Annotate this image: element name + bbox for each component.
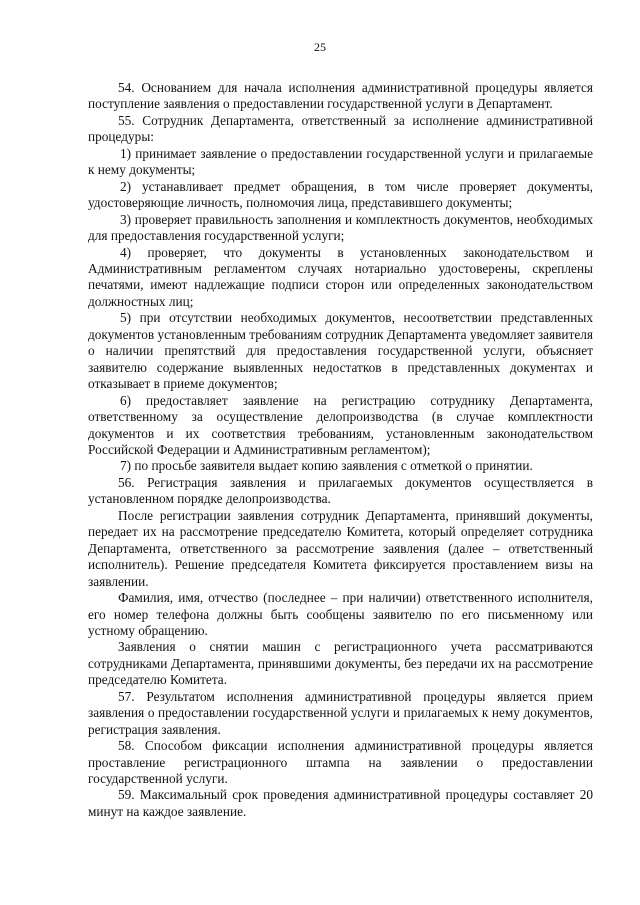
paragraph-59: 59. Максимальный срок проведения административной процедуры составляет 20 минут на каждое заявление.: [88, 787, 593, 819]
list-item-5: 5) при отсутствии необходимых документов, несоответствии представленных документов установленным требованиям сотрудник Департамента уведомляет заявителя о наличии препятствий для предоставления государственной услуги, объясняет заявителю содержание выявленных недостатков в представленных документах и отказывает в приеме документов;: [88, 310, 593, 392]
paragraph-57: 57. Результатом исполнения административной процедуры является прием заявления о предоставлении государственной услуги и прилагаемых к нему документов, регистрация заявления.: [88, 688, 593, 737]
list-item-4: 4) проверяет, что документы в установленных законодательством и Административным регламентом случаях нотариально удостоверены, скреплены печатями, имеют надлежащие подписи сторон или определенных законодательством должностных лиц;: [88, 244, 593, 309]
paragraph-55: 55. Сотрудник Департамента, ответственный за исполнение административной процедуры:: [88, 112, 593, 145]
list-item-7: 7) по просьбе заявителя выдает копию заявления с отметкой о принятии.: [120, 458, 533, 474]
paragraph-58: 58. Способом фиксации исполнения административной процедуры является проставление регистрационного штампа на заявлении о предоставлении государственной услуги.: [88, 738, 593, 787]
paragraph-56: 56. Регистрация заявления и прилагаемых документов осуществляется в установленном порядке делопроизводства.: [88, 474, 593, 507]
list-item-3: 3) проверяет правильность заполнения и комплектность документов, необходимых для предоставления государственной услуги;: [88, 211, 593, 244]
list-item-6: 6) предоставляет заявление на регистрацию сотруднику Департамента, ответственному за осуществление делопроизводства (в случае комплектности документов и их соответствия требованиям, установленным законодательством Российской Федерации и Административным регламентом);: [88, 392, 593, 457]
paragraph-54: 54. Основанием для начала исполнения административной процедуры является поступление заявления о предоставлении государственной услуги в Департамент.: [88, 80, 593, 112]
paragraph-registration: После регистрации заявления сотрудник Департамента, принявший документы, передает их на рассмотрение председателю Комитета, который определяет сотрудника Департамента, ответственного за рассмотрение заявления (далее – ответственный исполнитель). Решение председателя Комитета фиксируется проставлением визы на заявлении.: [88, 507, 593, 589]
list-item-1: 1) принимает заявление о предоставлении государственной услуги и прилагаемые к нему документы;: [88, 145, 593, 178]
list-item-2: 2) устанавливает предмет обращения, в том числе проверяет документы, удостоверяющие личность, полномочия лица, представившего документы;: [88, 178, 593, 211]
document-body: [88, 80, 593, 820]
paragraph-executor-name: Фамилия, имя, отчество (последнее – при наличии) ответственного исполнителя, его номер телефона должны быть сообщены заявителю по его письменному или устному обращению.: [88, 590, 593, 638]
page-number: 25: [314, 40, 326, 54]
paragraph-deregistration: Заявления о снятии машин с регистрационного учета рассматриваются сотрудниками Департамента, принявшими документы, без передачи их на рассмотрение председателю Комитета.: [88, 639, 593, 688]
